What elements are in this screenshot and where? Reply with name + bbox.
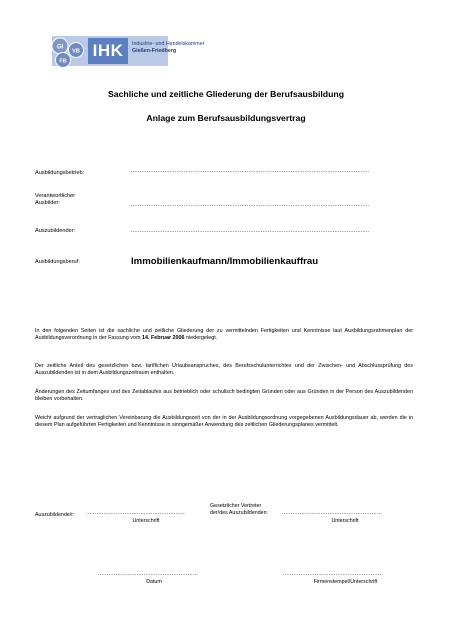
logo-ihk-mark: IHK [88,38,128,64]
betrieb-label: Ausbildungsbetrieb: [35,170,85,176]
sig-firmenstempel-caption: Firmenstempel/Unterschrift [313,579,378,585]
paragraph-3: Änderungen des Zeitumfanges und des Zeitablaufes aus betrieblich oder schulisch bedingten Gründen oder aus Gründen in der Person des Auszubildenden bleiben vorbehalten. [35,389,413,403]
logo-circles-icon [46,36,90,68]
sig-datum-caption: Datum [146,579,162,585]
sig-azubi-label: Auszubildende/r: [35,512,75,518]
page-subtitle: Anlage zum Berufsausbildungsvertrag [146,113,306,123]
logo-text [132,41,204,55]
paragraph-4: Weicht aufgrund der vertraglichen Vereinbarung die Ausbildungszeit von der in der Ausbildungsordnung vorgegebenen Ausbildungsdauer ab, werden die in diesem Plan aufgeführten Fertigkeiten und Kenntnisse in sinngemäßer Anwendung des zeitlichen Gliederungsplanes vermittelt. [35,415,413,429]
beruf-value: Immobilienkaufmann/Immobilienkauffrau [131,256,319,267]
sig-vertreter-label-1: Gesetzlicher Vertreter [210,503,262,509]
ausbilder-label-1: Verantwortlicher [35,193,76,199]
paragraph-1-end: niedergelegt. [184,335,218,342]
badge-vb: VB [72,48,80,55]
sig-azubi-caption: Unterschrift [132,518,160,524]
sig-azubi-line: ......................................................... [86,510,186,516]
sig-datum-line: ......................................................... [98,571,198,577]
logo-line2: Gießen-Friedberg [132,48,177,54]
paragraph-1-date: 14. Februar 2006 [141,335,185,342]
paragraph-1 [35,328,413,343]
logo-line1: Industrie- und Handelskammer [132,41,205,47]
sig-firmenstempel-line: ......................................................... [283,571,383,577]
badge-fb: FB [59,58,67,65]
sig-vertreter-line: ......................................................... [282,510,382,516]
paragraph-1-text: In den folgenden Seiten ist die sachliche und zeitliche Gliederung der zu vermittelnden Fertigkeiten und Kenntnisse laut Ausbildungsrahmenplan der Ausbildungsverordnung in der Fassung vom [35,328,413,342]
azubi-label: Auszubildender: [35,228,76,234]
sig-vertreter-label-2: der/des Auszubildenden: [210,510,269,516]
ausbilder-label-2: Ausbilder: [35,200,60,206]
azubi-dotline: ........................................................................................................................................ [131,228,370,234]
beruf-label: Ausbildungsberuf: [35,259,80,265]
ausbilder-dotline: ........................................................................................................................................ [131,202,370,208]
paragraph-2: Der zeitliche Anteil des gesetzlichen bzw. tariflichen Urlaubsanspruches, des Berufsschulunterrichtes und der Zwischen- und Abschlussprüfung des Auszubildenden ist in dem Ausbildungszeitraum enthalten. [35,363,413,377]
badge-gi: GI [56,44,64,51]
sig-vertreter-caption: Unterschrift [331,518,359,524]
ihk-logo [46,36,226,68]
page-title: Sachliche und zeitliche Gliederung der Berufsausbildung [107,89,345,99]
betrieb-dotline: ........................................................................................................................................ [131,168,370,174]
